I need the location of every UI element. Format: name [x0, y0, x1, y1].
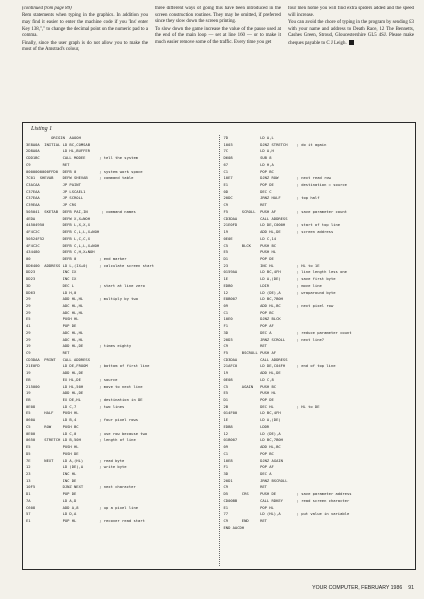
code-line: 29 ADC HL,HL	[26, 336, 84, 342]
code-line: D1 POP DE	[223, 397, 274, 403]
code-line: F1 POP AF	[223, 464, 274, 470]
code-line: 060A LD B,4 ; four pixel rows	[26, 417, 139, 423]
paragraph: You can avoid the chore of typing in the program by sending £3 with your name and address to Death Race, 12 The Bennetts, Cashes Green, Stroud, Gloucestershire GL5 4SJ. Please make cheques payable to C J Leigh.	[288, 19, 414, 47]
code-line: E5 PUSH HL	[26, 316, 79, 322]
code-line: 20D3 JRNZ SCROLL ; next line?	[223, 336, 325, 342]
code-line: E8B007 LD BC,7B0H	[223, 296, 283, 302]
code-line: 00 DEFB 0 ; end marker	[26, 255, 127, 261]
code-line: 0650 STRETCH LD B,50H ; length of line	[26, 437, 136, 443]
code-line: 23 INC HL	[26, 470, 77, 476]
code-line: C9 RET	[223, 202, 267, 208]
code-line: 21E0FD LD DE,FROOM ; bottom of first line	[26, 363, 150, 369]
text-column-1	[22, 6, 148, 120]
paragraph: three different ways of going this have been introduced in the screen construction routines. They may be omitted, if preferred since they slow down the screen printing.	[155, 6, 281, 25]
code-line: 2B DEC HL ; HL to DE	[223, 403, 320, 409]
code-line: 21AFC0 LD DE,C04FH ; end of top line	[223, 363, 336, 369]
code-line: 1003 DJNZ STRETCH ; do it again	[223, 141, 327, 147]
code-line: C9 RET	[26, 350, 70, 355]
code-line: C5 ROW PUSH BC	[26, 423, 79, 429]
code-line: 2D8A0A LD HL,BUFFER	[26, 148, 91, 154]
code-line: 29 ADC HL,HL	[26, 309, 84, 315]
code-line: D5 PUSH DE	[26, 450, 79, 456]
code-line: 77 LD (HL),A ; put value in variable	[223, 511, 350, 517]
code-line: 3D DEC A ; reduce parameter count	[223, 329, 352, 335]
code-line: 0D DEC C	[223, 188, 272, 194]
code-line: 3D DEC A	[223, 470, 272, 476]
article-text	[22, 6, 416, 120]
code-line: D5 CRS PUSH DE ; save parameter address	[223, 491, 352, 497]
code-line: 19 ADD HL,DE	[26, 370, 84, 376]
code-line: EB EX DE,HL ; destination in DE	[26, 397, 143, 403]
listing-title: Listing 1	[31, 126, 53, 132]
page-number: 91	[408, 585, 414, 591]
code-line: E1 POP HL	[223, 504, 274, 510]
code-line: 7C01 SHEVAB DEFW SHEVAB ; command table	[26, 175, 134, 181]
code-line: 44504950 DEFB L,X,X,X	[26, 222, 91, 228]
end-of-article-mark	[349, 40, 354, 45]
code-line: 7E NEXT LD A,(HL) ; read byte	[26, 457, 125, 463]
code-line: D608 SUB 8	[223, 155, 272, 161]
code-line: 0000000000FFD0 DEFB 0 ; system work space	[26, 168, 143, 174]
code-line: 7D LD A,L	[223, 135, 274, 140]
code-line: C5 AGAIN PUSH BC	[223, 383, 277, 389]
code-line: 215000 LD HL,50H ; move to next line	[26, 383, 143, 389]
code-line: F5 SCROLL PUSH AF ; save parameter count	[223, 208, 347, 214]
code-line: CD3DAA CALL ADDRESS	[223, 356, 288, 362]
code-line: C37EAA JP LSCAEL1	[26, 188, 86, 194]
code-line: 7C LD A,H	[223, 148, 274, 154]
continued-note: (continued from page 89)	[22, 6, 72, 11]
code-line: 50524F52 DEFB L,C,C,X	[26, 235, 91, 241]
code-line: 57 LD D,A	[26, 511, 77, 517]
code-line: D1 POP DE	[26, 491, 77, 497]
code-line: CD3DAA CALL ADDRESS	[223, 215, 288, 221]
code-line: 21E0FD LD DE,C000H ; start of top line	[223, 222, 341, 228]
code-line: EB EX HL,DE ; source	[26, 376, 118, 382]
code-line: CD3DAA PRINT CALL ADDRESS	[26, 356, 91, 362]
code-line: F5 BSCROLL PUSH AF	[223, 350, 277, 355]
code-line: 67 LD H,A	[223, 161, 274, 167]
code-line: C5 BLCK PUSH BC	[223, 242, 277, 248]
code-line: ORIGIN AAOOH	[26, 135, 81, 140]
code-line: 19 ADD HL,DE	[223, 370, 281, 376]
code-line: 12 LD (DE),A ; write byte	[26, 464, 127, 470]
code-line: DD6400 ADDRESS LD L,(IX+0) ; calculate screen start	[26, 262, 155, 268]
paragraph: Finally, since the user graph is do not allow you to make the most of the Amstrad's colour,	[22, 40, 148, 53]
code-line: 12 LD (DE),A ; wraparound byte	[223, 289, 336, 295]
listing-column-right	[219, 135, 413, 566]
code-line: 7A LD A,D	[26, 497, 77, 503]
code-line: C1 POP BC	[223, 168, 274, 174]
code-line: C3ACAA JP PAINT	[26, 182, 81, 188]
code-line: 0E08 LD C,8	[223, 376, 274, 382]
code-line: 20DC JRNZ HALF ; top half	[223, 195, 320, 201]
code-line: 09 ADD HL,BC	[223, 444, 281, 450]
code-line: C1 POP BC	[223, 309, 274, 315]
code-line: DD63 LD H,0	[26, 289, 77, 295]
code-line: 3D DEC L ; start at line zero	[26, 282, 145, 288]
code-line: C9 END RET	[223, 517, 267, 523]
code-line: 41 POP DE	[26, 323, 77, 329]
code-line: 29 ADC HL,HL	[26, 329, 84, 335]
code-line: 19 ADD HL,DE	[26, 390, 84, 396]
code-listing	[22, 122, 416, 570]
code-line: 0E08 LD C,7 ; two lines	[26, 403, 125, 409]
code-line: 4F4C2C DEFB C,L,L,X+NOH	[26, 242, 100, 248]
code-line: D1 POP DE	[223, 255, 274, 261]
code-line: 19 ADD HL,DE ; screen address	[223, 229, 334, 235]
code-line: 23 INC HL ; HL to 1E	[223, 262, 320, 268]
code-line: C1 POP BC	[223, 450, 274, 456]
code-line: C39EAA JP CRS	[26, 202, 77, 208]
code-line: 0E00 LD C,0 ; use row because two	[26, 430, 148, 436]
code-line: 10E0 DJNZ BLCK	[223, 316, 281, 322]
code-line: 10F5 DJNZ NEXT ; next character	[26, 484, 136, 490]
code-line: 014F00 LD BC,4FH	[223, 410, 281, 416]
code-line: C608 ADD A,8 ; up a pixel line	[26, 504, 139, 510]
code-line: 10E8 DJNZ AGAIN	[223, 457, 283, 463]
code-line: C37EAA JP SCROLL	[26, 195, 84, 201]
code-line: E1 POP DE ; destination = source	[223, 182, 347, 188]
paragraph: To slow down the game increase the value of the pause used at the end of the main loop — set at line 160 — or to make it much easier remove some of the traffic. Every time you get	[155, 26, 281, 46]
code-line: 29 ADC HL,HL	[26, 302, 84, 308]
code-line: CD00BB CALL RDKEY ; read screen character	[223, 497, 350, 503]
code-line: 29 ADD HL,HL ; multiply by two	[26, 296, 139, 302]
paragraph: four men home you will find extra spiders added and the speed will increase.	[288, 6, 414, 18]
code-line: 505041 SKETAB DEFB PAI,IN ; command names	[26, 208, 136, 214]
code-line: 09 ADD HL,BC ; next pixel row	[223, 302, 334, 308]
page-footer	[312, 585, 414, 591]
code-line: C9 RET	[223, 343, 267, 349]
code-line: E5 HALF PUSH HL	[26, 410, 79, 416]
code-line: DD23 INC IX	[26, 276, 77, 282]
text-column-3	[288, 6, 414, 120]
code-line: E5 PUSH HL	[223, 249, 277, 255]
code-line: 434480 DEFB C,H,X+NOH	[26, 249, 95, 255]
listing-column-left	[26, 135, 215, 566]
code-line: EDB0 LDIR ; move line	[223, 282, 322, 288]
code-line: E5 PUSH HL	[26, 444, 79, 450]
code-line: 01B007 LD BC,7B0H	[223, 437, 283, 443]
text-column-2	[155, 6, 281, 120]
code-line: 1E LD A,(DE)	[223, 417, 281, 423]
code-line: EDB8 LDDR	[223, 423, 270, 429]
code-line: END AACDH	[223, 524, 245, 530]
code-line: C9 RET	[26, 161, 70, 167]
code-line: 4EDA DEFW X,X+NOH	[26, 215, 91, 221]
code-line: 3E8A0A INITIAL LD BC,COMSAB	[26, 141, 91, 147]
code-line: CDD1BC CALL MODEE ; tell the system	[26, 155, 139, 161]
code-line: F1 POP AF	[223, 323, 274, 329]
code-line: E1 POP HL ; recover read start	[26, 517, 145, 523]
code-line: 12 LD (DE),A	[223, 430, 281, 436]
code-line: 0159AA LD BC,4FH ; line length less one	[223, 269, 347, 275]
code-line: C9 RET	[223, 484, 267, 490]
code-line: 0E0E LD C,14	[223, 235, 277, 241]
footer-label: YOUR COMPUTER, FEBRUARY 1986	[312, 585, 403, 591]
code-line: 20D1 JRNZ BSCROLL	[223, 477, 288, 483]
code-line: 10E7 DJNZ ROW ; next read row	[223, 175, 331, 181]
code-line: 13 INC DE	[26, 477, 77, 483]
code-line: 4F4C2C DEFB C,L,L,X+NOH	[26, 229, 100, 235]
paragraph: Rem statements when typing in the graphics. In addition you may find it easier to enter the machine code if you 'Ins' enter Key 138,"," to change the decimal point on the numeric pad to a comma.	[22, 13, 148, 39]
code-line: 1E LD A,(DE) ; save first byte	[223, 276, 336, 282]
code-line: 19 ADD HL,DE ; times eighty	[26, 343, 132, 349]
code-line: DD23 INC IX	[26, 269, 77, 275]
code-line: E5 PUSH HL	[223, 390, 277, 396]
